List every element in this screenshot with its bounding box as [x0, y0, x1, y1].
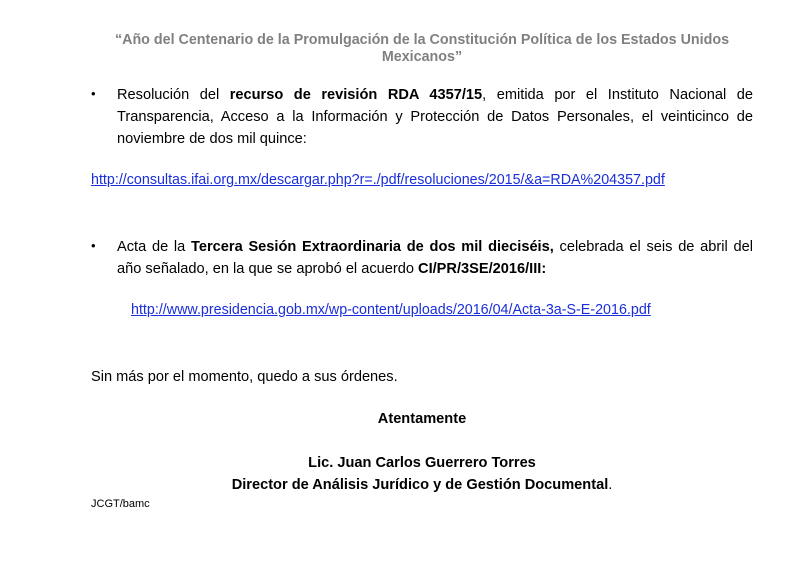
resolution-text-pre: Resolución del	[117, 87, 230, 103]
resolution-paragraph	[117, 84, 753, 150]
minutes-agreement-code: CI/PR/3SE/2016/III:	[418, 261, 547, 277]
bullet-icon: •	[91, 238, 96, 253]
resolution-text-post: , emitida por el Instituto Nacional de Transparencia, Acceso a la Información y Protección de Datos Personales, el veinticinco de noviembre de dos mil quince:	[117, 87, 753, 147]
minutes-session-name: Tercera Sesión Extraordinaria de dos mil dieciséis,	[191, 239, 554, 255]
reference-initials: JCGT/bamc	[91, 498, 150, 510]
resolution-link[interactable]: http://consultas.ifai.org.mx/descargar.php?r=./pdf/resoluciones/2015/&a=RDA%204357.pdf	[91, 172, 665, 188]
minutes-link[interactable]: http://www.presidencia.gob.mx/wp-content/uploads/2016/04/Acta-3a-S-E-2016.pdf	[131, 302, 651, 318]
minutes-text-pre: Acta de la	[117, 239, 192, 255]
resolution-appeal-number: recurso de revisión RDA 4357/15	[229, 87, 483, 103]
signer-title: Director de Análisis Jurídico y de Gestión Documental	[231, 477, 609, 493]
signoff: Atentamente	[377, 411, 467, 427]
closing-line: Sin más por el momento, quedo a sus órdenes.	[91, 369, 398, 385]
signer-title-period: .	[608, 477, 613, 493]
header-motto-line2: Mexicanos”	[381, 49, 463, 65]
minutes-text-mid: celebrada el seis de abril del año señalado, en la que se aprobó el acuerdo	[117, 239, 753, 277]
header-motto-line1: “Año del Centenario de la Promulgación de la Constitución Política de los Estados Unidos	[114, 32, 730, 48]
bullet-icon: •	[91, 86, 96, 101]
signer-name: Lic. Juan Carlos Guerrero Torres	[308, 455, 536, 471]
signer-title-block	[96, 477, 748, 493]
header-motto	[96, 32, 748, 66]
minutes-paragraph	[117, 236, 753, 280]
